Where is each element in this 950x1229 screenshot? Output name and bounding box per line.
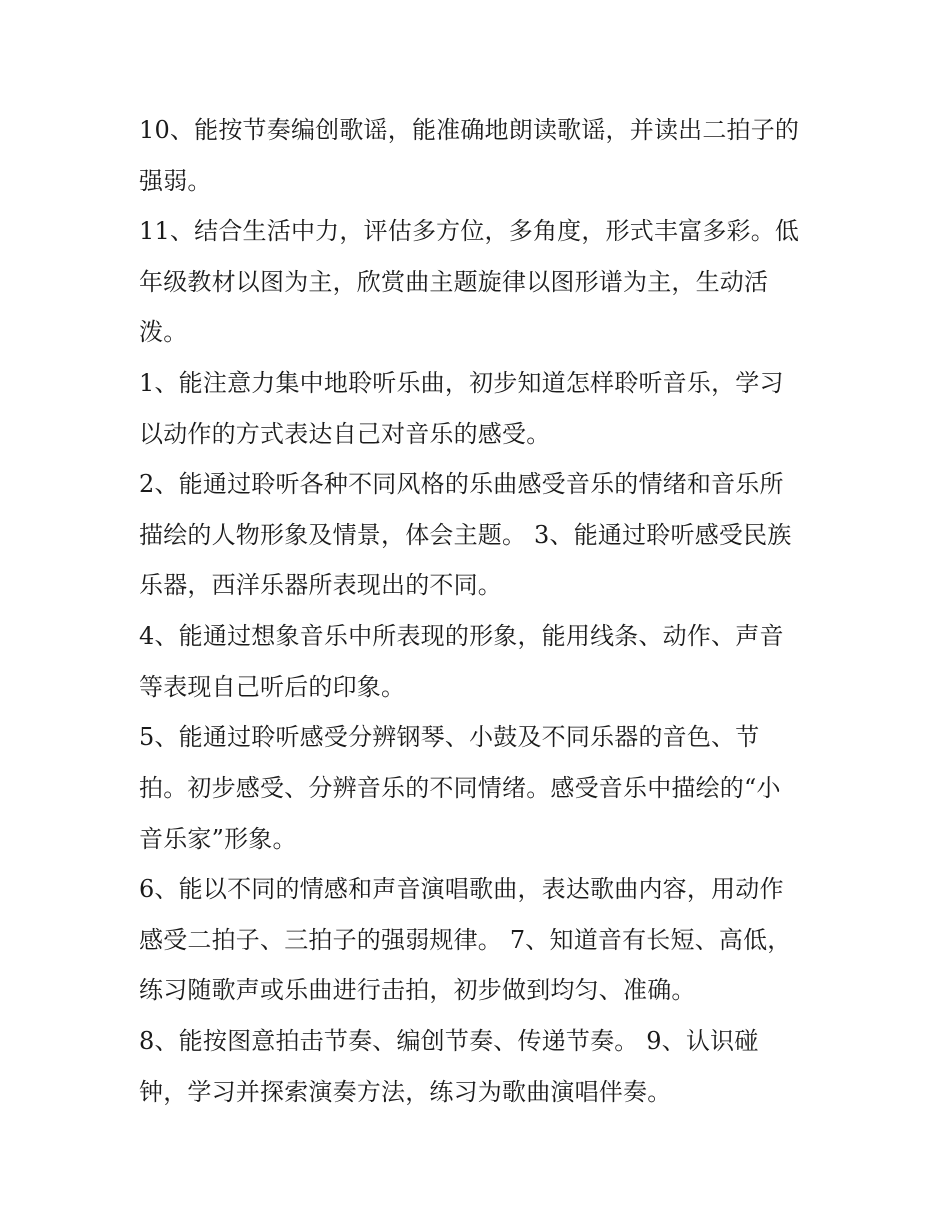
text-line: 5、能通过聆听感受分辨钢琴、小鼓及不同乐器的音色、节 [139,723,760,751]
text-line: 音乐家”形象。 [139,825,297,853]
text-line: 1、能注意力集中地聆听乐曲，初步知道怎样聆听音乐，学习 [139,369,784,397]
text-line: 6、能以不同的情感和声音演唱歌曲，表达歌曲内容，用动作 [139,875,784,903]
text-line: 年级教材以图为主，欣赏曲主题旋律以图形谱为主，生动活 [139,268,769,296]
text-line: 钟，学习并探索演奏方法，练习为歌曲演唱伴奏。 [139,1078,672,1106]
text-line: 以动作的方式表达自己对音乐的感受。 [139,420,551,448]
text-line: 描绘的人物形象及情景，体会主题。 3、能通过聆听感受民族 [139,521,792,549]
text-line: 强弱。 [139,167,212,195]
text-line: 拍。初步感受、分辨音乐的不同情绪。感受音乐中描绘的“小 [139,774,781,802]
text-line: 泼。 [139,318,188,346]
text-line: 等表现自己听后的印象。 [139,673,406,701]
text-line: 8、能按图意拍击节奏、编创节奏、传递节奏。 9、认识碰 [139,1027,759,1055]
text-line: 4、能通过想象音乐中所表现的形象，能用线条、动作、声音 [139,622,784,650]
text-line: 11、结合生活中力，评估多方位，多角度，形式丰富多彩。低 [139,217,800,245]
text-line: 10、能按节奏编创歌谣，能准确地朗读歌谣，并读出二拍子的 [139,116,800,144]
text-line: 乐器，西洋乐器所表现出的不同。 [139,571,502,599]
text-line: 2、能通过聆听各种不同风格的乐曲感受音乐的情绪和音乐所 [139,470,784,498]
text-line: 感受二拍子、三拍子的强弱规律。 7、知道音有长短、高低， [139,926,792,954]
text-line: 练习随歌声或乐曲进行击拍，初步做到均匀、准确。 [139,976,696,1004]
